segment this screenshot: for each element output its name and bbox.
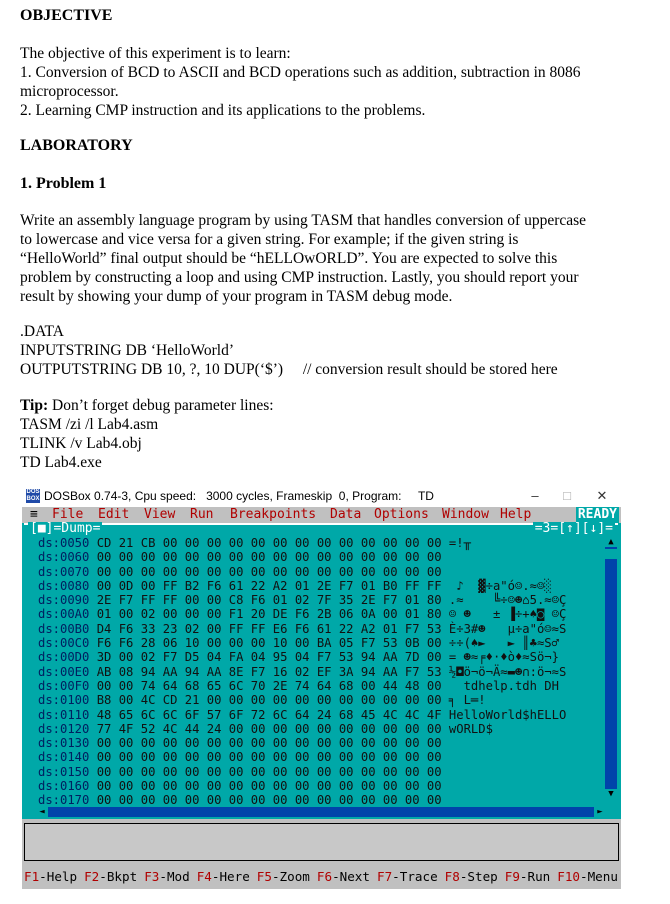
fkey-f4[interactable] [197,865,250,889]
fkey-key: F9 [504,869,520,884]
dump-row[interactable] [38,750,566,764]
dump-address: ds:0060 [38,550,90,565]
fkey-label: -Here [211,869,250,884]
problem-line: problem by constructing a loop and using CMP instruction. Lastly, you should report your [20,269,579,286]
dump-address: ds:00F0 [38,678,90,693]
dump-bytes: 00 00 00 00 00 00 00 00 00 00 00 00 00 00 00 00 [89,564,442,579]
scroll-right-icon[interactable]: ► [594,807,606,817]
dump-bytes: 01 00 02 00 00 00 F1 20 DE F6 2B 06 0A 00 01 80 [89,607,442,622]
fkey-key: F10 [557,869,581,884]
scroll-thumb[interactable] [605,549,617,559]
fkey-f9[interactable] [505,865,551,889]
menu-run-label: Run [190,507,214,522]
objective-item-2: 2. Learning CMP instruction and its applications to the problems. [20,102,426,119]
menu-breakpoints-label: Breakpoints [230,507,317,522]
fkey-label: -Step [459,869,498,884]
fkey-label: -Menu [580,869,618,884]
td-menubar [22,507,621,523]
tip-command: TD Lab4.exe [20,454,102,471]
pane-title[interactable]: [■]=Dump= [30,521,101,536]
fkey-f10[interactable] [557,865,618,889]
dump-ascii: tdhelp.tdh DH [441,678,559,693]
dump-address: ds:00A0 [38,607,90,622]
dump-row[interactable] [38,579,566,593]
dump-ascii: È÷3#☻ µ÷a"ó☺≈S [441,621,567,636]
menu-options-label: Options [374,507,429,522]
fkey-f8[interactable] [445,865,498,889]
scroll-left-icon[interactable]: ◄ [36,807,48,817]
problem-line: Write an assembly language program by using TASM that handles conversion of uppercase [20,212,587,229]
problem-line: result by showing your dump of your program in TASM debug mode. [20,288,453,305]
code-data-directive: .DATA [20,323,64,340]
dump-bytes: B8 00 4C CD 21 00 00 00 00 00 00 00 00 00 00 00 [89,693,442,708]
dump-ascii: .≈ ╚÷☺☻⌂5.≈☺Ç [441,593,567,608]
laboratory-heading: LABORATORY [20,137,133,154]
menu-breakpoints[interactable] [230,507,316,523]
tip-command: TLINK /v Lab4.obj [20,435,142,452]
code-output-string: OUTPUTSTRING DB 10, ?, 10 DUP(‘$’) [20,361,284,378]
code-input-string: INPUTSTRING DB ‘HelloWorld’ [20,342,235,359]
menu-edit-label: Edit [98,507,130,522]
function-key-bar [22,865,621,889]
problem-heading: 1. Problem 1 [20,175,107,192]
dump-bytes: 2E F7 FF FF 00 00 C8 F6 01 02 7F 35 2E F7 01 80 [89,593,442,608]
fkey-key: F1 [24,869,40,884]
scroll-up-icon[interactable]: ▲ [605,537,617,547]
menu-window[interactable] [442,507,489,523]
dump-address: ds:0090 [38,593,90,608]
fkey-key: F6 [316,869,333,884]
dump-address: ds:0080 [38,578,90,593]
dump-ascii: = ☻≈╒♦·♦ò♦≈Sö¬} [441,650,559,665]
dump-address: ds:00B0 [38,621,90,636]
dump-ascii: ÷÷(♠► ► ║♣≈S♂ [441,636,559,651]
dump-bytes: D4 F6 33 23 02 00 FF FF E6 F6 61 22 A2 01 F7 53 [89,621,442,636]
tip-command: TASM /zi /l Lab4.asm [20,416,159,433]
dump-address: ds:0110 [38,707,90,722]
dump-bytes: 00 00 00 00 00 00 00 00 00 00 00 00 00 00 00 00 [89,550,442,565]
dump-bytes: 48 65 6C 6C 6F 57 6F 72 6C 64 24 68 45 4C 4C 4F [89,707,442,722]
dump-row[interactable] [38,593,566,607]
dump-ascii: ♪ ▓÷a"ó☺.≈☺░ [441,578,552,593]
dump-row[interactable] [38,536,566,550]
dump-bytes: 00 00 74 64 68 65 6C 70 2E 74 64 68 00 44 48 00 [89,678,442,693]
fkey-f1[interactable] [24,865,77,889]
dump-row[interactable] [38,708,566,722]
menu-view-label: View [144,507,176,522]
dump-row[interactable] [38,765,566,779]
dump-address: ds:0140 [38,750,90,765]
system-menu-icon[interactable]: ≡ [30,507,38,522]
dump-row[interactable] [38,607,566,621]
dump-bytes: 00 00 00 00 00 00 00 00 00 00 00 00 00 00 00 00 [89,736,442,751]
objective-heading: OBJECTIVE [20,7,113,24]
fkey-f5[interactable] [257,865,310,889]
dump-address: ds:00C0 [38,636,90,651]
dump-address: ds:0050 [38,536,90,550]
dump-row[interactable] [38,693,566,707]
dump-bytes: F6 F6 28 06 10 00 00 00 10 00 BA 05 F7 53 0B 00 [89,636,442,651]
dump-address: ds:0100 [38,693,90,708]
objective-item-1-cont: microprocessor. [20,83,119,100]
dump-ascii: ╕ L═! [441,693,486,708]
code-output-line [20,360,650,379]
dump-row[interactable] [38,779,566,793]
fkey-label: -Help [39,869,78,884]
dump-address: ds:0160 [38,779,90,794]
dump-address: ds:00E0 [38,664,90,679]
fkey-label: -Trace [392,869,438,884]
menu-data[interactable] [330,507,361,523]
fkey-f3[interactable] [144,865,190,889]
fkey-label: -Next [332,869,370,884]
dump-row[interactable] [38,636,566,650]
close-button[interactable]: ✕ [596,488,608,503]
dump-bytes: CD 21 CB 00 00 00 00 00 00 00 00 00 00 00 00 00 [89,536,442,550]
dump-list [38,536,566,808]
menu-data-label: Data [330,507,362,522]
dump-address: ds:0170 [38,793,90,808]
menu-edit[interactable] [98,507,129,523]
problem-line: to lowercase and vice versa for a given string. For example; if the given string is [20,231,519,248]
menu-window-label: Window [442,507,489,522]
empty-pane-frame [24,823,619,861]
dump-row[interactable] [38,679,566,693]
problem-paragraph [20,211,650,306]
minimize-button[interactable]: – [531,488,539,503]
fkey-key: F3 [144,869,160,884]
window-title: DOSBox 0.74-3, Cpu speed: 3000 cycles, Frameskip 0, Program: TD [44,489,434,503]
fkey-f6[interactable] [317,865,370,889]
maximize-button[interactable]: □ [563,488,571,503]
dump-bytes: 3D 00 02 F7 D5 04 FA 04 95 04 F7 53 94 AA 7D 00 [89,650,442,665]
dump-address: ds:0120 [38,721,90,736]
dump-ascii: wORLD$ [441,721,493,736]
fkey-label: -Zoom [271,869,310,884]
window-titlebar[interactable] [22,485,621,507]
dump-address: ds:0130 [38,736,90,751]
fkey-key: F4 [196,869,212,884]
fkey-key: F2 [84,869,100,884]
menu-help[interactable] [500,507,531,523]
vertical-scrollbar[interactable] [605,537,617,799]
status-ready-badge: READY [577,507,617,522]
dump-ascii: ☺ ☻ ± ▐÷+♠◙ ☺Ç [441,607,567,622]
objective-intro: The objective of this experiment is to learn: [20,45,291,62]
menu-help-label: Help [500,507,532,522]
scroll-down-icon[interactable]: ▼ [605,789,617,799]
dump-ascii: =!╥ [441,536,471,550]
fkey-key: F5 [256,869,272,884]
fkey-label: -Bkpt [99,869,138,884]
problem-line: “HelloWorld” final output should be “hELLOwORLD”. You are expected to solve this [20,250,558,267]
dump-row[interactable] [38,622,566,636]
objective-item-1: 1. Conversion of BCD to ASCII and BCD operations such as addition, subtraction in 8086 [20,64,581,81]
dump-row[interactable] [38,736,566,750]
dump-row[interactable] [38,665,566,679]
dump-address: ds:00D0 [38,650,90,665]
dump-bytes: 77 4F 52 4C 44 24 00 00 00 00 00 00 00 00 00 00 [89,721,442,736]
dump-row[interactable] [38,565,566,579]
dump-ascii: ½◘ö¬ö¬Ä≈▬☻∩:ö¬≈S [441,664,567,679]
dump-bytes: 00 00 00 00 00 00 00 00 00 00 00 00 00 00 00 00 [89,793,442,808]
dump-bytes: 00 0D 00 FF B2 F6 61 22 A2 01 2E F7 01 B0 FF FF [89,578,442,593]
dump-row[interactable] [38,722,566,736]
menu-options[interactable] [374,507,429,523]
dump-row[interactable] [38,550,566,564]
menu-file-label: File [52,507,84,522]
fkey-key: F8 [444,869,460,884]
fkey-key: F7 [376,869,393,884]
empty-pane [22,819,621,865]
dump-address: ds:0070 [38,564,90,579]
dosbox-icon[interactable]: DOS BOX [26,489,40,502]
code-comment: // conversion result should be stored here [302,361,558,378]
fkey-label: -Run [519,869,551,884]
fkey-f2[interactable] [84,865,137,889]
dump-pane[interactable] [22,523,621,819]
menu-view[interactable] [144,507,175,523]
dump-bytes: 00 00 00 00 00 00 00 00 00 00 00 00 00 00 00 00 [89,750,442,765]
pane-window-controls[interactable]: =3=[↑][↓]= [534,521,613,536]
dump-address: ds:0150 [38,764,90,779]
tip-line [20,396,650,415]
menu-run[interactable] [190,507,213,523]
tip-text: Don’t forget debug parameter lines: [48,397,274,414]
fkey-label: -Mod [159,869,190,884]
horizontal-scrollbar[interactable] [36,807,606,817]
tip-label: Tip: [20,397,49,414]
dump-ascii: HelloWorld$hELLO [441,707,567,722]
dump-bytes: 00 00 00 00 00 00 00 00 00 00 00 00 00 00 00 00 [89,764,442,779]
dump-row[interactable] [38,793,566,807]
dump-row[interactable] [38,650,566,664]
dosbox-window [22,485,621,889]
fkey-f7[interactable] [377,865,438,889]
dump-bytes: 00 00 00 00 00 00 00 00 00 00 00 00 00 00 00 00 [89,779,442,794]
dump-bytes: AB 08 94 AA 94 AA 8E F7 16 02 EF 3A 94 AA F7 53 [89,664,442,679]
